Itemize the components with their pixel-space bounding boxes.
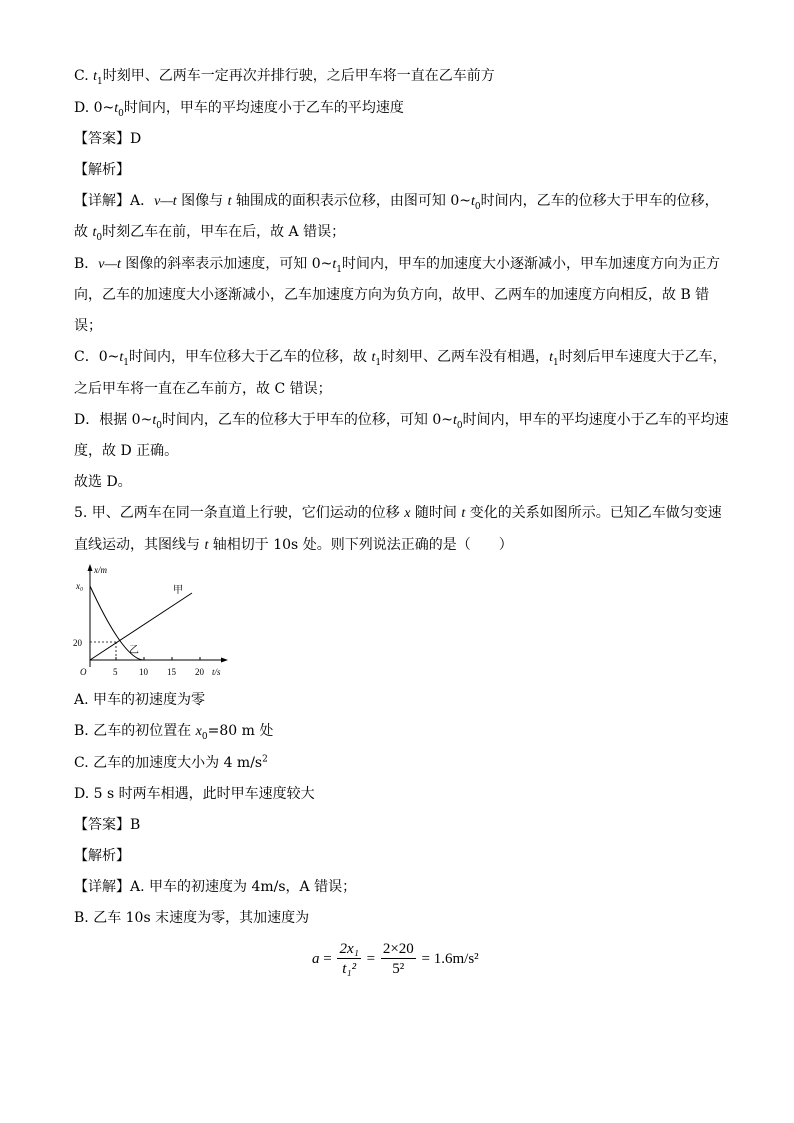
option-d-line: D. $0\sim t_0$时间内，甲车的平均速度小于乙车的平均速度 xyxy=(74,100,404,119)
formula-eq2: = xyxy=(366,951,376,967)
series-jia-label: 甲 xyxy=(173,585,183,596)
detail-2-a: 【详解】A. 甲车的初速度为 4m/s，A 错误； xyxy=(74,879,357,895)
detail-c-line2: 之后甲车将一直在乙车前方，故 C 错误； xyxy=(74,381,332,397)
analysis-heading-2: 【解析】 xyxy=(74,848,130,864)
x-axis-label: t/s xyxy=(212,667,221,677)
option-c: C. 乙车的加速度大小为 4 $m/s^2$ xyxy=(74,754,268,771)
y-axis-label: x/m xyxy=(94,565,107,575)
detail-d-line1: D．根据 $0\sim t_0$时间内，乙车的位移大于甲车的位移，可知 $0\sim t_0$时间内，甲车的平均速度小于乙车的平均速 xyxy=(74,412,729,431)
formula-den2: 5² xyxy=(392,961,405,977)
acceleration-formula xyxy=(312,940,479,990)
question-5-line2: 直线运动，其图线与 t 轴相切于 10s 处。则下列说法正确的是（ ） xyxy=(74,537,513,553)
xtick-label-10: 10 xyxy=(139,667,148,677)
formula-frac1 xyxy=(337,940,360,979)
detail-b-line3: 误； xyxy=(74,318,102,334)
series-jia-line xyxy=(90,593,192,660)
formula-den1: t₁² xyxy=(342,961,357,977)
detail-b-line2: 向，乙车的加速度大小逐渐减小，乙车加速度方向为负方向，故甲、乙两车的加速度方向相反，故 B 错 xyxy=(74,287,710,303)
xtick-label-5: 5 xyxy=(113,667,118,677)
xtick-label-15: 15 xyxy=(167,667,176,677)
formula-num1: 2x₁ xyxy=(339,941,359,957)
option-d: D. 5 s 时两车相遇，此时甲车速度较大 xyxy=(74,786,315,802)
detail-a-line1: 【详解】A．v—t 图像与 t 轴围成的面积表示位移，由图可知 $0\sim t_0$时间内，乙车的位移大于甲车的位移， xyxy=(74,193,719,212)
detail-2-b: B. 乙车 10s 末速度为零，其加速度为 xyxy=(74,910,310,926)
detail-d-line2: 度，故 D 正确。 xyxy=(74,443,179,459)
xtick-label-20: 20 xyxy=(195,667,204,677)
formula-eq1: = xyxy=(323,951,332,967)
formula-num2: 2×20 xyxy=(382,941,414,957)
detail-b-line1: B．v—t 图像的斜率表示加速度，可知 $0\sim t_1$时间内，甲车的加速度大小逐渐减小，甲车加速度方向为正方 xyxy=(74,256,721,275)
x-axis-arrow xyxy=(221,658,228,663)
x0-label: x₀ xyxy=(76,581,84,591)
xt-graph-figure xyxy=(72,563,232,681)
option-a: A. 甲车的初速度为零 xyxy=(74,692,206,708)
choose-line: 故选 D。 xyxy=(74,474,132,490)
formula-result: = 1.6m/s² xyxy=(421,951,479,967)
detail-a-line2: 故 $t_0$时刻乙车在前，甲车在后，故 A 错误； xyxy=(74,224,346,243)
series-yi-label: 乙 xyxy=(129,645,139,656)
analysis-heading: 【解析】 xyxy=(74,162,130,178)
detail-c-line1: C．$0\sim t_1$时间内，甲车位移大于乙车的位移，故 $t_1$时刻甲、乙两车没有相遇，$t_1$时刻后甲车速度大于乙车， xyxy=(74,349,727,368)
formula-var-a: a xyxy=(312,951,320,967)
y20-label: 20 xyxy=(73,638,82,648)
question-5-line1: 5. 甲、乙两车在同一条直道上行驶，它们运动的位移 x 随时间 t 变化的关系如图所示。已知乙车做匀变速 xyxy=(74,505,722,521)
option-c-line: C. $t_1$时刻甲、乙两车一定再次并排行驶，之后甲车将一直在乙车前方 xyxy=(74,68,495,87)
formula-frac2 xyxy=(381,940,416,979)
y-axis-arrow xyxy=(88,564,93,571)
option-b: B. 乙车的初位置在 $x_0=80$ m 处 xyxy=(74,723,274,742)
answer-line-2: 【答案】B xyxy=(74,817,141,833)
answer-line: 【答案】D xyxy=(74,131,142,147)
origin-label: O xyxy=(80,667,87,677)
